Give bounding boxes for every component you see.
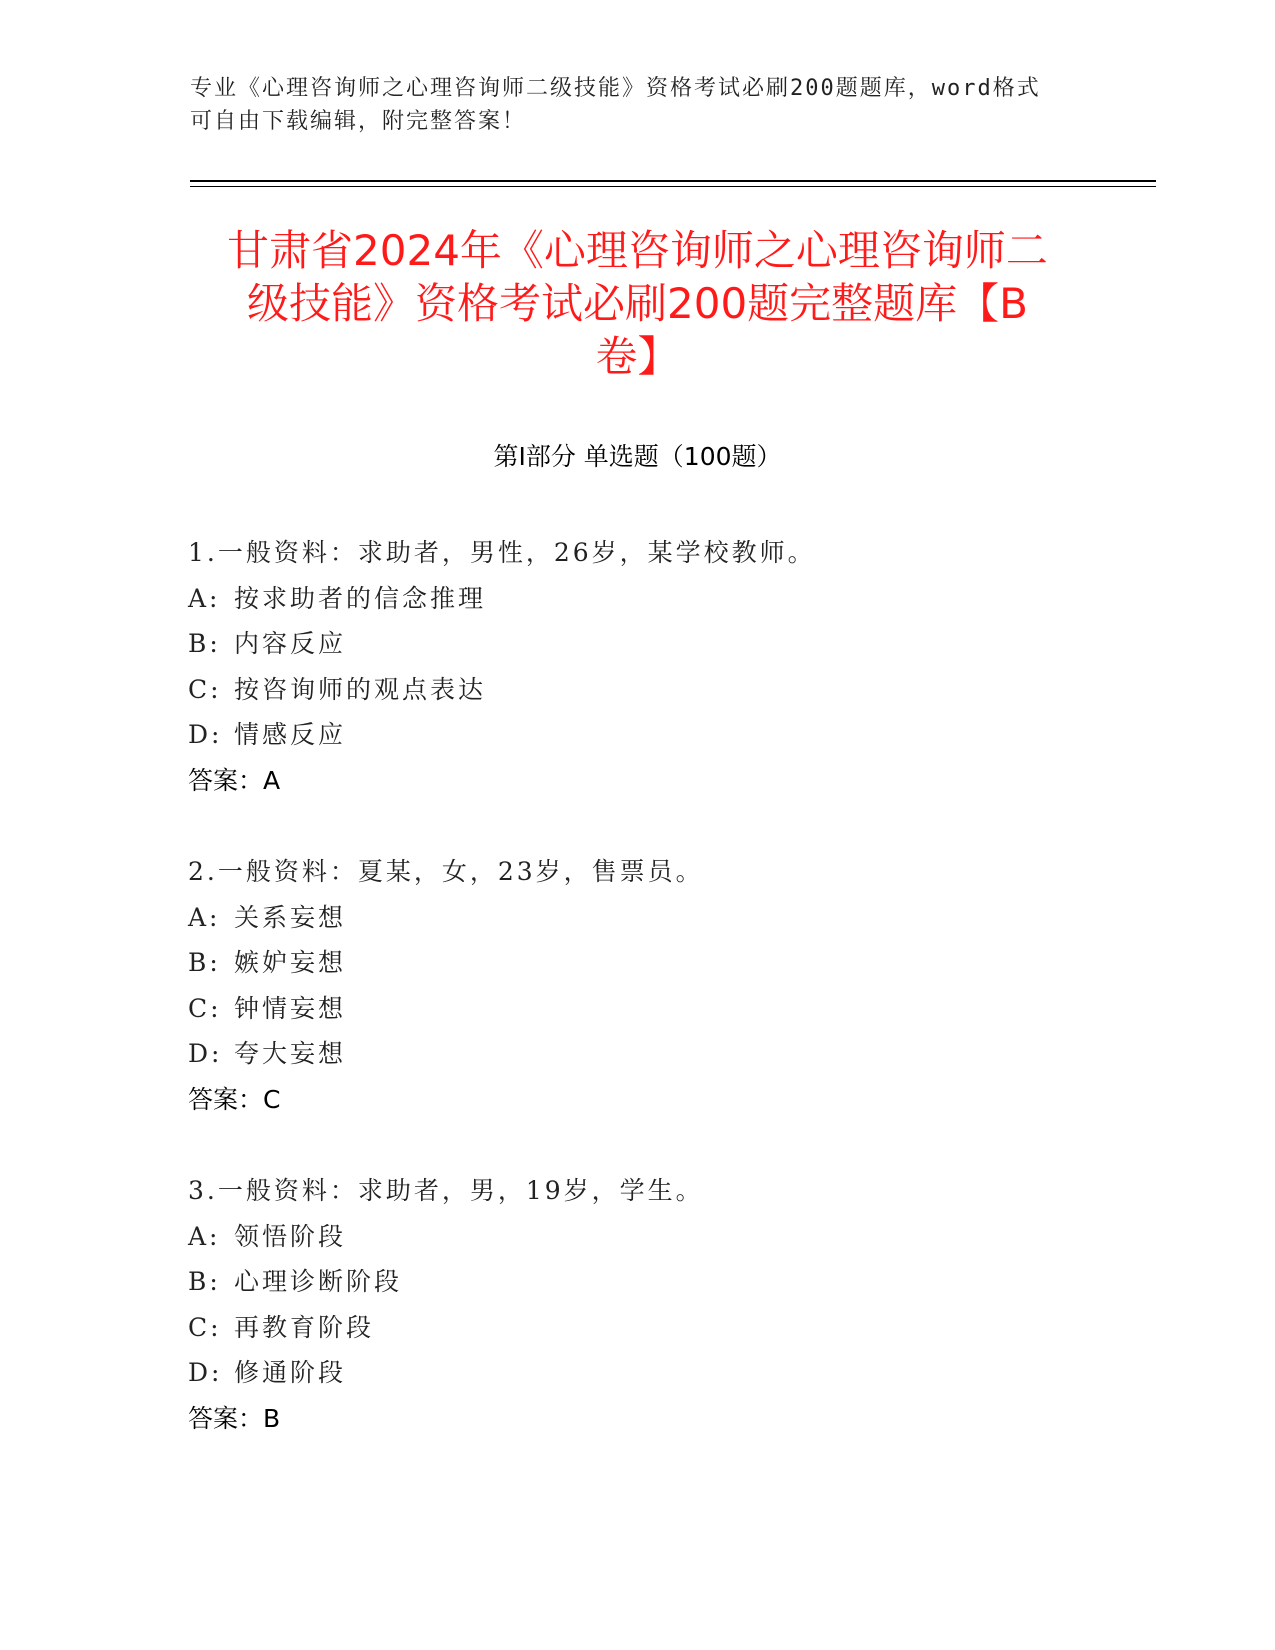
header-divider-thin	[190, 186, 1156, 187]
option-key: B:	[188, 1267, 221, 1296]
title-line: 卷】	[595, 332, 680, 381]
question-stem: 2.一般资料：夏某，女，23岁，售票员。	[188, 857, 704, 886]
option-text: 情感反应	[234, 720, 347, 749]
option-d	[188, 1031, 1138, 1077]
option-text: 夸大妄想	[234, 1039, 347, 1068]
document-title	[150, 224, 1125, 383]
question-item	[188, 1168, 1138, 1441]
option-c	[188, 986, 1138, 1032]
header-note	[190, 72, 1070, 138]
section-heading: 第I部分 单选题（100题）	[493, 442, 782, 471]
option-text: 领悟阶段	[234, 1221, 347, 1251]
option-d	[188, 712, 1138, 758]
option-key: C:	[188, 674, 222, 704]
option-text: 钟情妄想	[234, 993, 347, 1023]
answer-line: 答案：B	[188, 1403, 281, 1433]
option-key: B:	[188, 948, 221, 977]
option-text: 嫉妒妄想	[234, 948, 347, 977]
option-text: 按求助者的信念推理	[234, 583, 487, 613]
option-key: D:	[188, 1358, 223, 1387]
option-text: 关系妄想	[234, 902, 347, 932]
option-key: A:	[188, 902, 221, 932]
question-list	[188, 530, 1138, 1487]
title-line: 甘肃省2024年《心理咨询师之心理咨询师二	[227, 226, 1048, 275]
option-key: C:	[188, 993, 222, 1023]
option-text: 再教育阶段	[234, 1312, 375, 1342]
question-item	[188, 530, 1138, 803]
option-key: D:	[188, 720, 223, 749]
option-a	[188, 1214, 1138, 1260]
option-c	[188, 667, 1138, 713]
option-text: 内容反应	[234, 629, 347, 658]
option-b	[188, 1259, 1138, 1305]
option-c	[188, 1305, 1138, 1351]
title-line: 级技能》资格考试必刷200题完整题库【B	[247, 279, 1028, 328]
option-text: 修通阶段	[234, 1358, 347, 1387]
header-note-line: 专业《心理咨询师之心理咨询师二级技能》资格考试必刷200题题库，word格式	[190, 76, 1041, 101]
option-key: D:	[188, 1039, 223, 1068]
option-a	[188, 576, 1138, 622]
option-key: B:	[188, 629, 221, 658]
header-note-line: 可自由下载编辑，附完整答案！	[190, 109, 527, 134]
question-item	[188, 849, 1138, 1122]
option-b	[188, 621, 1138, 667]
question-stem: 3.一般资料：求助者，男，19岁，学生。	[188, 1176, 704, 1205]
option-key: A:	[188, 1221, 221, 1251]
option-b	[188, 940, 1138, 986]
option-key: A:	[188, 583, 221, 613]
answer-line: 答案：C	[188, 1084, 281, 1114]
option-text: 按咨询师的观点表达	[234, 674, 487, 704]
option-text: 心理诊断阶段	[234, 1267, 403, 1296]
header-divider-thick	[190, 180, 1156, 182]
option-key: C:	[188, 1312, 222, 1342]
question-stem: 1.一般资料：求助者，男性，26岁，某学校教师。	[188, 538, 816, 567]
option-d	[188, 1350, 1138, 1396]
option-a	[188, 895, 1138, 941]
answer-line: 答案：A	[188, 765, 281, 795]
